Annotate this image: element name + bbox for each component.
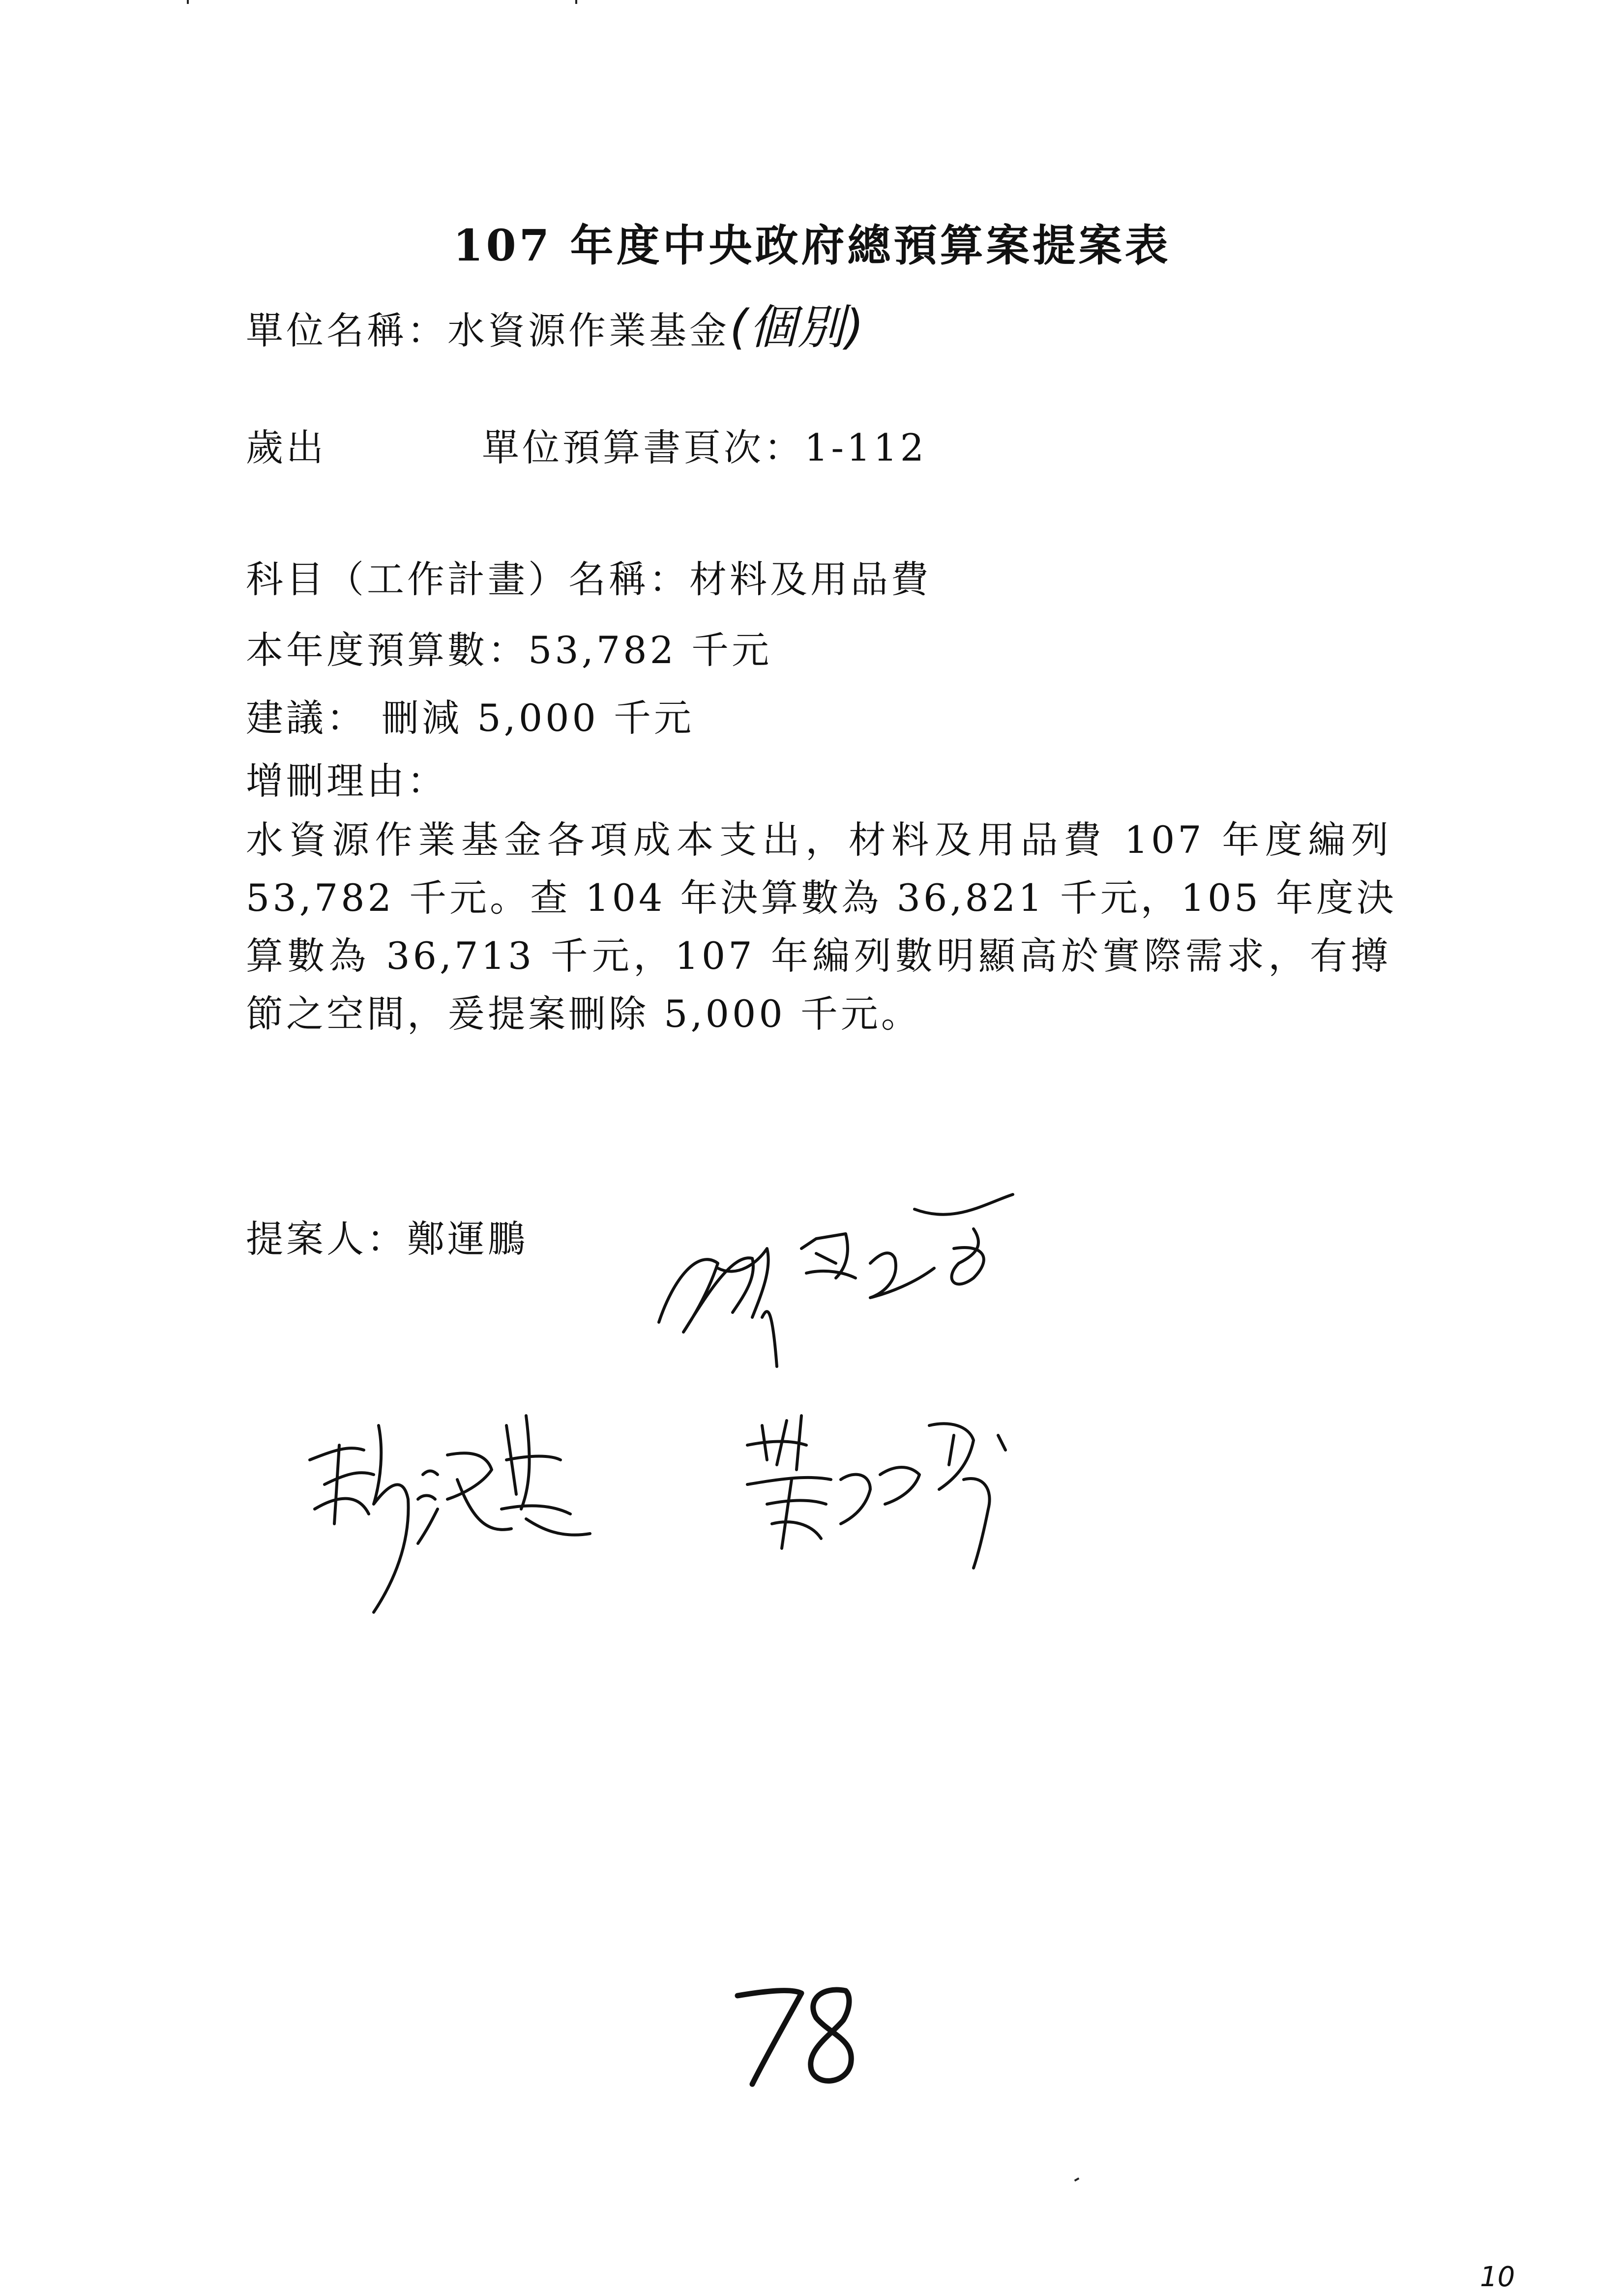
page-number: [728, 1981, 875, 2089]
reason-line: 節之空間，爰提案刪除 5,000 千元。: [246, 992, 921, 1036]
subject-line: 科目（工作計畫）名稱：材料及用品費: [246, 557, 931, 601]
scan-speck: [1074, 2178, 1080, 2181]
scan-speck: [187, 0, 189, 4]
budget-line: 本年度預算數：53,782 千元: [246, 628, 772, 672]
page-reference: 單位預算書頁次：1-112: [482, 426, 927, 469]
suggestion-line: 建議： 刪減 5,000 千元: [246, 696, 695, 740]
reason-line: 算數為 36,713 千元，107 年編列數明顯高於實際需求，有撙: [246, 934, 1391, 978]
signature-1: [639, 1194, 1023, 1381]
scan-speck: [575, 0, 577, 4]
reason-line: 53,782 千元。查 104 年決算數為 36,821 千元，105 年度決: [246, 876, 1397, 920]
reason-line: 水資源作業基金各項成本支出，材料及用品費 107 年度編列: [246, 818, 1391, 862]
unit-name: 單位名稱：水資源作業基金: [246, 309, 730, 352]
reason-heading: 增刪理由：: [246, 759, 447, 803]
corner-mark: 10: [1480, 2261, 1515, 2293]
unit-name-line: [246, 290, 865, 357]
unit-handwritten-note: (個別): [730, 300, 865, 355]
category-label: 歲出: [246, 426, 326, 469]
proposer-line: 提案人：鄭運鵬: [246, 1217, 528, 1261]
document-title: 107 年度中央政府總預算案提案表: [453, 220, 1171, 271]
signature-3: [738, 1406, 1013, 1583]
signature-2: [295, 1396, 600, 1632]
reason-paragraph: [246, 811, 1397, 1043]
